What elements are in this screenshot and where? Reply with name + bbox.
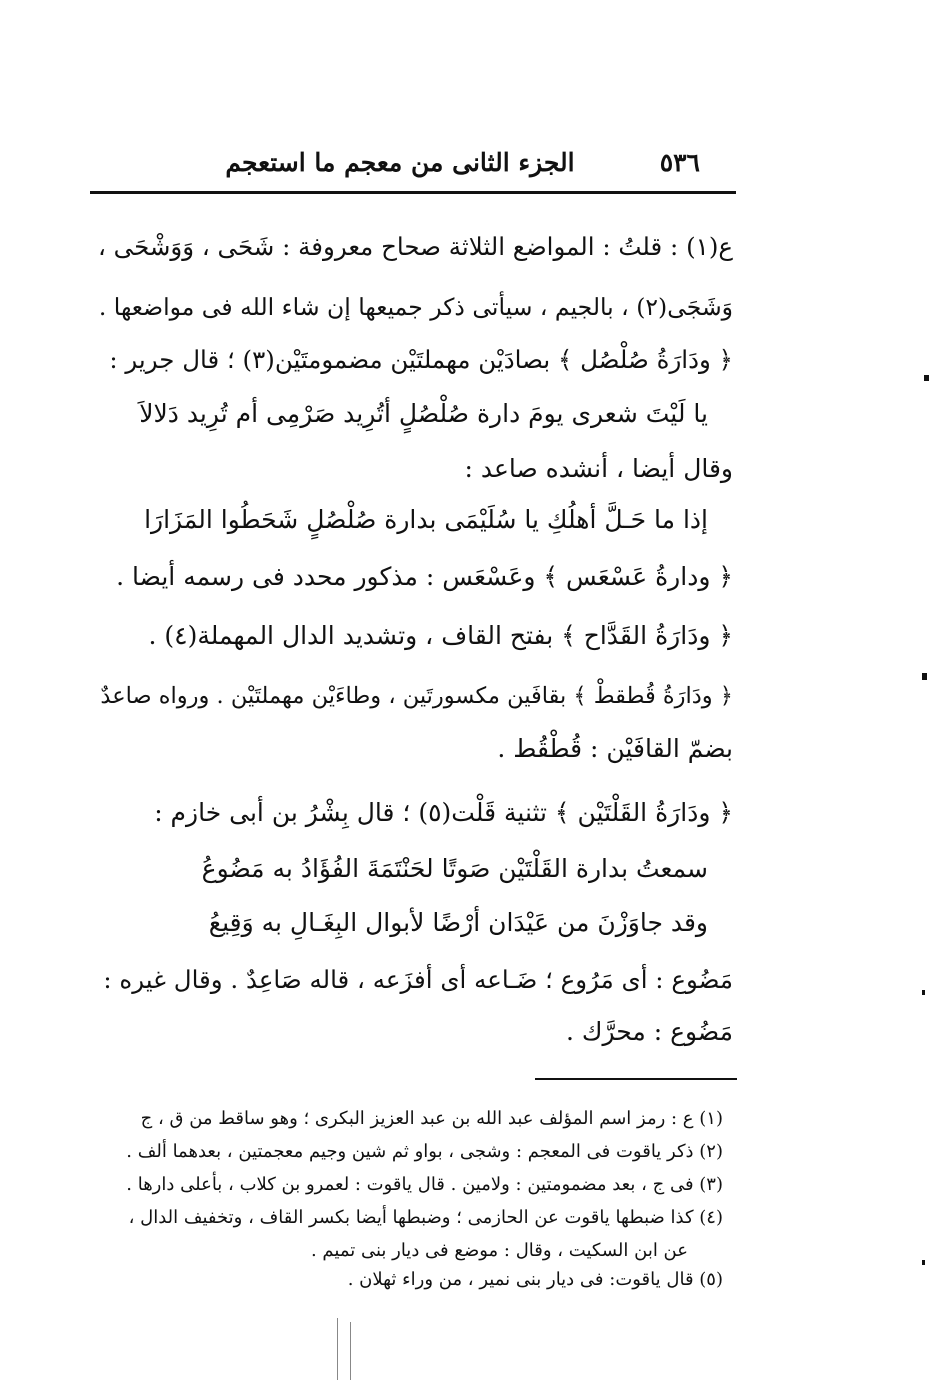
body-line: مَضُوع : محرَّك . bbox=[565, 1017, 733, 1046]
verse-line: سمعتُ بدارة القَلْتَيْن صَوتًا لحَنْتَمَةَ الفُؤَادُ به مَضُوعُ bbox=[201, 854, 708, 883]
verse-line: يا لَيْتَ شعرى يومَ دارة صُلْصُلٍ أتُرِيد صَرْمِى أم تُرِيد دَلالاَ bbox=[139, 399, 708, 428]
scan-speck bbox=[922, 1260, 925, 1265]
scan-speck bbox=[924, 375, 929, 381]
footnote: (١) ع : رمز اسم المؤلف عبد الله بن عبد العزيز البكرى ؛ وهو ساقط من ق ، ج bbox=[140, 1108, 723, 1129]
footnote: (٢) ذكر ياقوت فى المعجم : وشجى ، بواو ثم شين وجيم معجمتين ، بعدهما ألف . bbox=[126, 1141, 723, 1162]
entry-heading-line: ﴿ ودارةُ عَسْعَس ﴾ وعَسْعَس : مذكور محدد فى رسمه أيضا . bbox=[116, 562, 733, 591]
verse-line: وقد جاوَزْنَ من عَيْدَان أرْضًا لأبوال البِغَـالِ به وَقِيعُ bbox=[208, 908, 708, 937]
entry-heading-line: ﴿ ودَارَةُ صُلْصُل ﴾ بصادَيْن مهملتَيْن مضمومتَيْن(٣) ؛ قال جرير : bbox=[109, 345, 733, 374]
body-line: ع(١) : قلتُ : المواضع الثلاثة صحاح معروفة : شَحَى ، وَوَشْحَى ، bbox=[97, 232, 733, 261]
entry-heading-line: ﴿ ودَارَةُ القَلْتَيْن ﴾ تثنية قَلْت(٥) ؛ قال بِشْرُ بن أبى خازم : bbox=[154, 798, 733, 827]
gutter-line bbox=[337, 1318, 338, 1380]
scan-speck bbox=[922, 990, 925, 995]
header-rule bbox=[90, 191, 736, 194]
scan-speck bbox=[922, 673, 927, 680]
entry-heading-line: ﴿ ودَارَةُ القَدَّاح ﴾ بفتح القاف ، وتشديد الدال المهملة(٤) . bbox=[148, 621, 733, 650]
gutter-line bbox=[350, 1322, 351, 1380]
body-line: مَضُوع : أى مَرُوع ؛ ضَـاعه أى أفزَعه ، قاله صَاعِدٌ . وقال غيره : bbox=[103, 965, 733, 994]
page-header bbox=[90, 140, 710, 180]
verse-line: إذا ما حَـلَّ أهلُكِ يا سُلَيْمَى بدارة صُلْصُلٍ شَحَطُوا المَزَارَا bbox=[144, 505, 708, 534]
footnote: (٣) فى ج ، بعد مضمومتين : ولامين . قال ياقوت : لعمرو بن كلاب ، بأعلى دارها . bbox=[126, 1174, 723, 1195]
body-line: وقال أيضا ، أنشده صاعد : bbox=[464, 454, 733, 483]
body-line: وَشَجَى(٢) ، بالجيم ، سيأتى ذكر جميعها إن شاء الله فى مواضعها . bbox=[98, 293, 733, 321]
entry-heading-line: ﴿ ودَارَةُ قُطقطْ ﴾ بقافَين مكسورتَين ، وطاءَيْن مهملتَيْن . ورواه صاعدٌ bbox=[100, 683, 733, 709]
footnote: (٤) كذا ضبطها ياقوت عن الحازمى ؛ وضبطها أيضا بكسر القاف ، وتخفيف الدال ، bbox=[128, 1207, 723, 1228]
footnote-separator bbox=[535, 1078, 737, 1080]
running-title: الجزء الثانى من معجم ما استعجم bbox=[225, 148, 575, 177]
body-line: بضمّ القافَيْن : قُطْقُط . bbox=[497, 734, 733, 763]
page-number: ٥٣٦ bbox=[659, 148, 700, 177]
footnote: (٥) قال ياقوت: فى ديار بنى نمير ، من وراء ثهلان . bbox=[347, 1269, 723, 1290]
footnote-continuation: عن ابن السكيت ، وقال : موضع فى ديار بنى تميم . bbox=[310, 1240, 688, 1261]
